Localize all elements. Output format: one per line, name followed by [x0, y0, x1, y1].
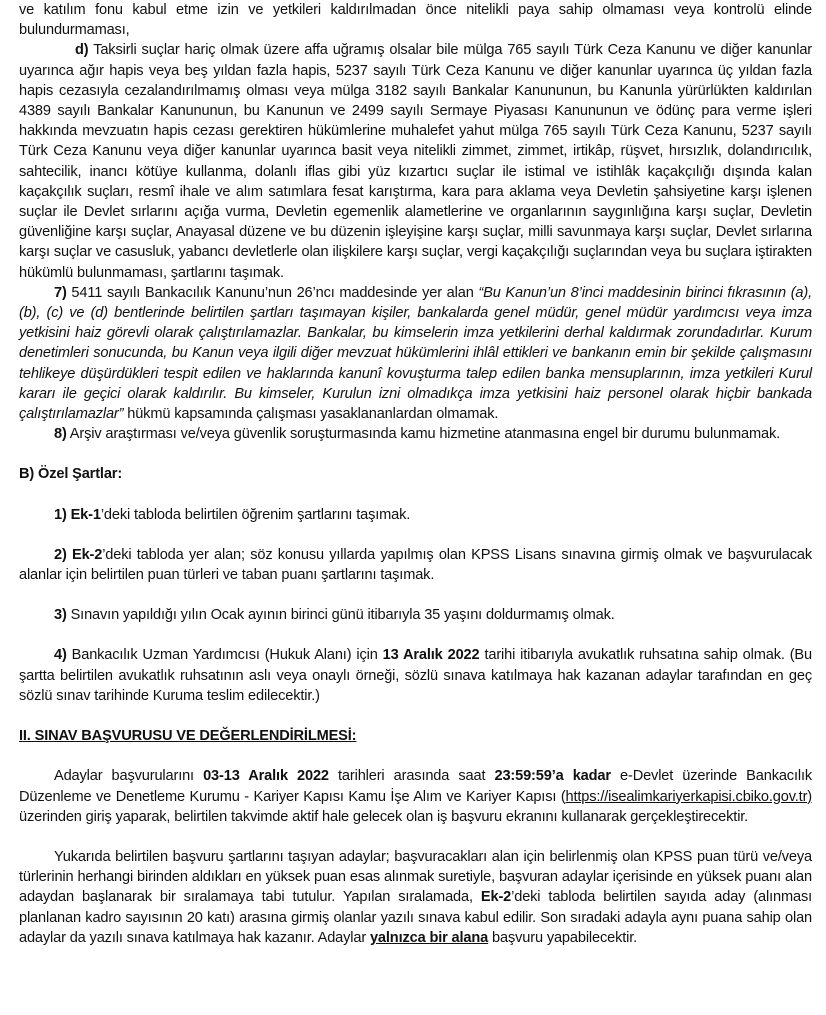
spacer [19, 625, 812, 645]
item-label: 7) [54, 284, 67, 301]
item-label: 1) [54, 506, 67, 523]
date-highlight: 13 Aralık 2022 [382, 647, 480, 664]
item-label: 8) [54, 426, 67, 443]
text: tarihleri arasında saat [328, 768, 495, 785]
spacer [19, 525, 812, 545]
special-item-3 [19, 605, 812, 625]
career-gate-link[interactable]: https://isealimkariyerkapisi.cbiko.gov.tr) [565, 788, 812, 805]
special-conditions-heading [19, 464, 812, 484]
item-text: Sınavın yapıldığı yılın Ocak ayının birinci günü itibarıyla 35 yaşını doldurmamış olmak. [66, 607, 615, 624]
paragraph-item-7 [19, 283, 812, 424]
text: e-Devlet üzerinde Bankacılık Düzenleme ve Denetleme Kurumu - Kariyer Kapısı Kamu İşe Alım ve Kariyer Kapısı ( [19, 768, 813, 805]
time-highlight: 23:59:59’a kadar [494, 768, 611, 785]
item-text: ’deki tabloda belirtilen öğrenim şartlarını taşımak. [100, 506, 411, 523]
heading-text: B) Özel Şartlar: [19, 466, 123, 483]
emphasis-underlined: yalnızca bir alana [369, 929, 489, 946]
section-2-heading [19, 726, 812, 746]
spacer [19, 746, 812, 766]
text: başvuru yapabilecektir. [488, 929, 638, 946]
text: ’deki tabloda belirtilen sayıda aday (alınması planlanan kadro sayısının 20 katı) arasına girmiş olanlar yazılı sınava kabul edilir. Son sıradaki adayla aynı puana sahip olan adaylar da yazılı sınava katılmaya hak kazanır. Adaylar [19, 889, 813, 946]
item-text: 5411 sayılı Bankacılık Kanunu’nun 26’ncı maddesinde yer alan [66, 284, 479, 301]
annex-ref: Ek-1 [66, 506, 101, 523]
text: Adaylar başvurularını [54, 768, 204, 785]
application-paragraph [19, 766, 812, 827]
item-text: ’deki tabloda yer alan; söz konusu yıllarda yapılmış olan KPSS Lisans sınavına girmiş olmak ve başvurulacak alanlar için belirtilen puan türleri ve taban puanı şartlarını taşımak. [19, 546, 812, 584]
item-label: 3) [54, 607, 67, 624]
date-highlight: 03-13 Aralık 2022 [203, 768, 329, 785]
special-item-4 [19, 645, 812, 706]
item-label: 4) [54, 647, 67, 664]
heading-text: II. SINAV BAŞVURUSU VE DEĞERLENDİRİLMESİ: [19, 728, 357, 745]
item-text: tarihi itibarıyla avukatlık ruhsatına sahip olmak. (Bu şartta belirtilen avukatlık ruhsatının aslı veya onaylı örneği, sözlü sınava katılmaya hak kazanan adaylar tarafından en geç sözlü sınav tarihinde Kuruma teslim edilecektir.) [19, 647, 812, 704]
item-text: hükmü kapsamında çalışması yasaklananlardan olmamak. [123, 406, 499, 423]
item-label: 2) [54, 546, 67, 563]
spacer [19, 706, 812, 726]
spacer [19, 827, 812, 847]
text: üzerinden giriş yaparak, belirtilen takvimde aktif hale gelecek olan iş başvuru ekranını kullanarak gerçekleştirecektir. [19, 808, 749, 825]
ranking-paragraph [19, 847, 812, 948]
paragraph-item-8 [19, 424, 812, 444]
item-label: d) [75, 42, 89, 59]
item-text: Bankacılık Uzman Yardımcısı (Hukuk Alanı) için [66, 647, 383, 664]
annex-ref: Ek-2 [66, 546, 103, 563]
annex-ref: Ek-2 [480, 889, 512, 906]
text: Yukarıda belirtilen başvuru şartlarını taşıyan adaylar; başvuracakları alan için belirlenmiş olan KPSS puan türü ve/veya türlerinin herhangi birinden aldıkları en yüksek puan esas alınmak suretiyle, başvuran adaylar içerisinde en yüksek puanı alan adaydan başlanarak bir sıralamaya tabi tutulur. Yapılan sıralamada, [19, 848, 812, 906]
special-item-1 [19, 505, 812, 525]
item-text: Taksirli suçlar hariç olmak üzere affa uğramış olsalar bile mülga 765 sayılı Türk Ceza Kanunu ve diğer kanunlar uyarınca ağır hapis veya beş yıldan fazla hapis, 5237 sayılı Türk Ceza Kanunu ve diğer kanunlar uyarınca üç yıldan fazla hapis cezasıyla cezalandırılmamış olması veya mülga 3182 sayılı Bankalar Kanununun, bu Kanunla yürürlükten kaldırılan 4389 sayılı Bankalar Kanununun, bu Kanunun ve 2499 sayılı Sermaye Piyasası Kanununun ve ödünç para verme işleri hakkında mevzuatın hapis cezası gerektiren hükümlerine muhalefet yahut mülga 765 sayılı Türk Ceza Kanunu, 5237 sayılı Türk Ceza Kanunu veya diğer kanunlar uyarınca basit veya nitelikli zimmet, zimmet, irtikâp, rüşvet, hırsızlık, dolandırıcılık, sahtecilik, inancı kötüye kullanma, dolanlı iflas gibi yüz kızartıcı suçlar ile istimal ve istihlâk kaçakçılığı dışında kalan kaçakçılık suçları, resmî ihale ve alım satımlara fesat karıştırma, kara para aklama veya Devletin şahsiyetine karşı işlenen suçlar ile Devlet sırlarını açığa vurma, Devletin egemenlik alametlerine ve organlarının saygınlığına karşı suçlar, Devletin güvenliğine karşı suçlar, Anayasal düzene ve bu düzenin işleyişine karşı suçlar, milli savunmaya karşı suçlar, Devlet sırlarına karşı suçlar ve casusluk, yabancı devletlerle olan ilişkilere karşı suçlar, vergi kaçakçılığı suçlarından veya bu suçlara iştirakten hükümlü bulunmaması, şartlarını taşımak. [19, 42, 812, 281]
spacer [19, 444, 812, 464]
item-text: Arşiv araştırması ve/veya güvenlik soruşturmasında kamu hizmetine atanmasına engel bir durumu bulunmamak. [66, 426, 780, 443]
spacer [19, 585, 812, 605]
paragraph-item-d [19, 40, 812, 282]
special-item-2 [19, 545, 812, 585]
quoted-law-text: “Bu Kanun’un 8’inci maddesinin birinci fıkrasının (a), (b), (c) ve (d) bentlerinde belirtilen şartları taşımayan kişiler, bankalarda genel müdür, genel müdür yardımcısı veya imza yetkisini haiz görevli olarak çalıştırılamazlar. Bankalar, bu kimselerin imza yetkilerini derhal kaldırmak zorundadırlar. Kurum denetimleri sonucunda, bu Kanun veya ilgili diğer mevzuat hükümlerini ihlâl ettikleri ve bankanın emin bir şekilde çalışmasını tehlikeye düşürdükleri tespit edilen ve haklarında kanunî kovuşturma talep edilen banka mensuplarının, imza yetkileri Kurul kararı ile geçici olarak kaldırılır. Bu kimseler, Kurulun izni olmadıkça imza yetkisini haiz personel olarak hiçbir bankada çalıştırılamazlar” [19, 284, 812, 423]
spacer [19, 485, 812, 505]
paragraph-continuation: ve katılım fonu kabul etme izin ve yetkileri kaldırılmadan önce nitelikli paya sahip olmaması veya kontrolü elinde bulundurmaması, [19, 2, 812, 39]
